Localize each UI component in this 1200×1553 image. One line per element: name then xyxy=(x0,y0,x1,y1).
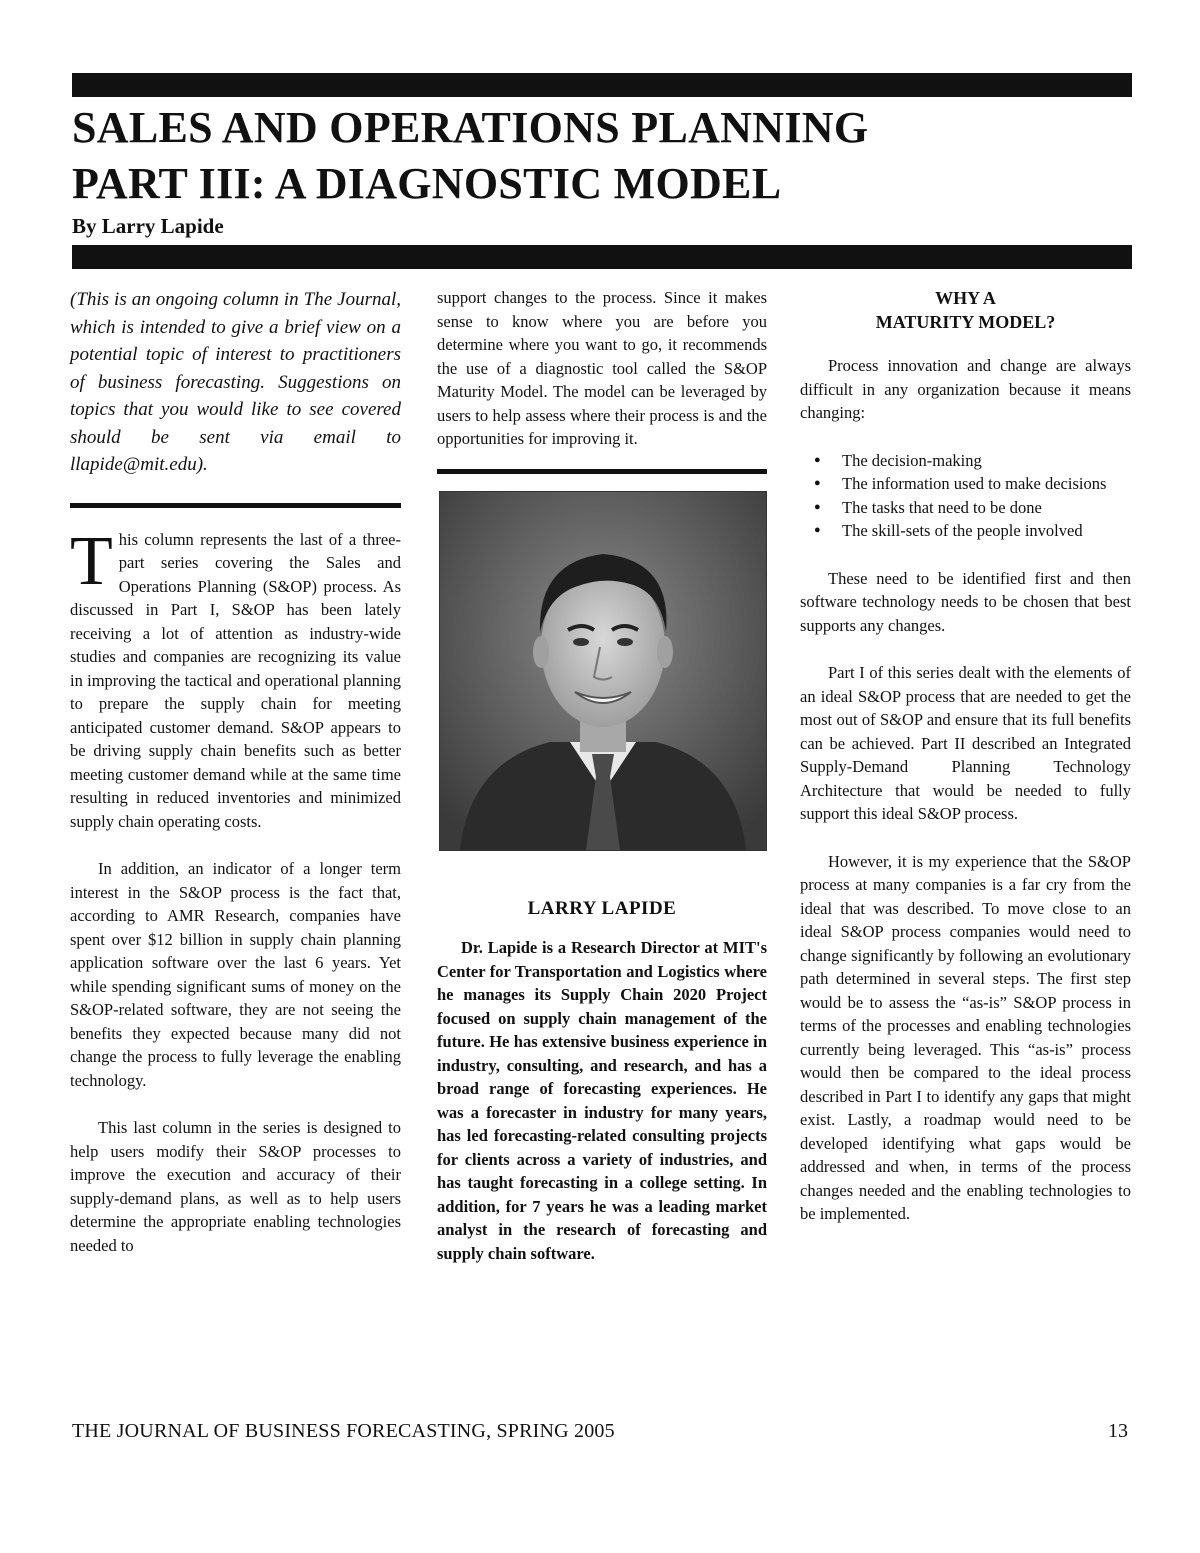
author-photo xyxy=(439,491,767,851)
paragraph: These need to be identified first and then software technology needs to be chosen that best supports any changes. xyxy=(800,568,1131,635)
column-3 xyxy=(800,286,1131,1250)
column-divider xyxy=(437,469,767,474)
paragraph: In addition, an indicator of a longer term interest in the S&OP process is the fact that, according to AMR Research, companies have spent over $12 billion in supply chain planning application software over the last 6 years. Yet while spending significant sums of money on the S&OP-related software, they are not seeing the benefits they expected because many did not change the process to fully leverage the enabling technology. xyxy=(70,859,401,1090)
heading-line-1: WHY A xyxy=(935,288,996,308)
paragraph: This last column in the series is designed to help users modify their S&OP processes to improve the execution and accuracy of their supply-demand plans, as well as to help users determine the appropriate enabling technologies needed to xyxy=(70,1118,401,1255)
bullet-item: ● The skill-sets of the people involved xyxy=(800,519,1131,543)
page-number: 13 xyxy=(1108,1420,1128,1442)
journal-footer: THE JOURNAL OF BUSINESS FORECASTING, SPRING 2005 xyxy=(72,1420,615,1442)
bullet-item: ● The decision-making xyxy=(800,449,1131,473)
portrait-illustration xyxy=(440,492,766,850)
heading-line-2: MATURITY MODEL? xyxy=(875,312,1056,332)
paragraph: Part I of this series dealt with the elements of an ideal S&OP process that are needed to get the most out of S&OP and ensure that its full benefits can be achieved. Part II described an Integrated Supply-Demand Planning Technology Architecture that would be needed to fully support this ideal S&OP process. xyxy=(800,663,1131,823)
bullet-item: ● The tasks that need to be done xyxy=(800,496,1131,520)
column-2 xyxy=(437,286,767,1289)
section-heading xyxy=(800,286,1131,334)
top-rule xyxy=(72,73,1132,97)
column-1 xyxy=(70,286,401,1281)
paragraph xyxy=(70,522,401,834)
title-line-2: PART III: A DIAGNOSTIC MODEL xyxy=(72,159,782,208)
bullet-item: ● The information used to make decisions xyxy=(800,472,1131,496)
column-divider xyxy=(70,503,401,508)
editor-note: (This is an ongoing column in The Journal, which is intended to give a brief view on a potential topic of interest to practitioners of business forecasting. Suggestions on topics that you would like to see covered should be sent via email to llapide@mit.edu). xyxy=(70,289,401,475)
paragraph: However, it is my experience that the S&OP process at many companies is a far cry from the ideal that was described. To move close to an ideal S&OP process companies would need to change significantly by following an evolutionary path determined in several steps. The first step would be to assess the “as-is” S&OP process in terms of the processes and enabling technologies currently being leveraged. This “as-is” process would then be compared to the ideal process described in Part I to identify any gaps that might exist. Lastly, a roadmap would need to be developed identifying what gaps would be addressed and when, in terms of the process changes needed and the enabling technologies to be implemented. xyxy=(800,851,1131,1223)
paragraph-text: his column represents the last of a three-part series covering the Sales and Operations Planning (S&OP) process. As discussed in Part I, S&OP has been lately receiving a lot of attention as industry-wide studies and companies are recognizing its value in improving the tactical and operational planning to prepare the supply chain for meeting anticipated customer demand. S&OP appears to be driving supply chain benefits such as better meeting customer demand while at the same time resulting in reduced inventories and minimized supply chain operating costs. xyxy=(70,529,401,831)
author-bio: Dr. Lapide is a Research Director at MIT's Center for Transportation and Logistics where he manages its Supply Chain 2020 Project focused on supply chain management of the future. He has extensive business experience in industry, consulting, and research, and has a broad range of forecasting experiences. He was a forecaster in industry for many years, has led forecasting-related consulting projects for clients across a variety of industries, and has taught forecasting in a college setting. In addition, for 7 years he was a leading market analyst in the research of forecasting and supply chain software. xyxy=(437,938,767,1263)
bullet-list xyxy=(800,449,1131,543)
drop-cap: T xyxy=(70,522,113,600)
bio-heading: LARRY LAPIDE xyxy=(527,897,677,919)
paragraph: support changes to the process. Since it makes sense to know where you are before you determine where you want to go, it recommends the use of a diagnostic tool called the S&OP Maturity Model. The model can be leveraged by users to help assess where their process is and the opportunities for improving it. xyxy=(437,288,767,448)
header-rule xyxy=(72,245,1132,269)
title-line-1: SALES AND OPERATIONS PLANNING xyxy=(72,103,869,152)
article-title xyxy=(72,100,868,212)
paragraph: Process innovation and change are always difficult in any organization because it means changing: xyxy=(800,356,1131,422)
byline: By Larry Lapide xyxy=(72,214,224,238)
